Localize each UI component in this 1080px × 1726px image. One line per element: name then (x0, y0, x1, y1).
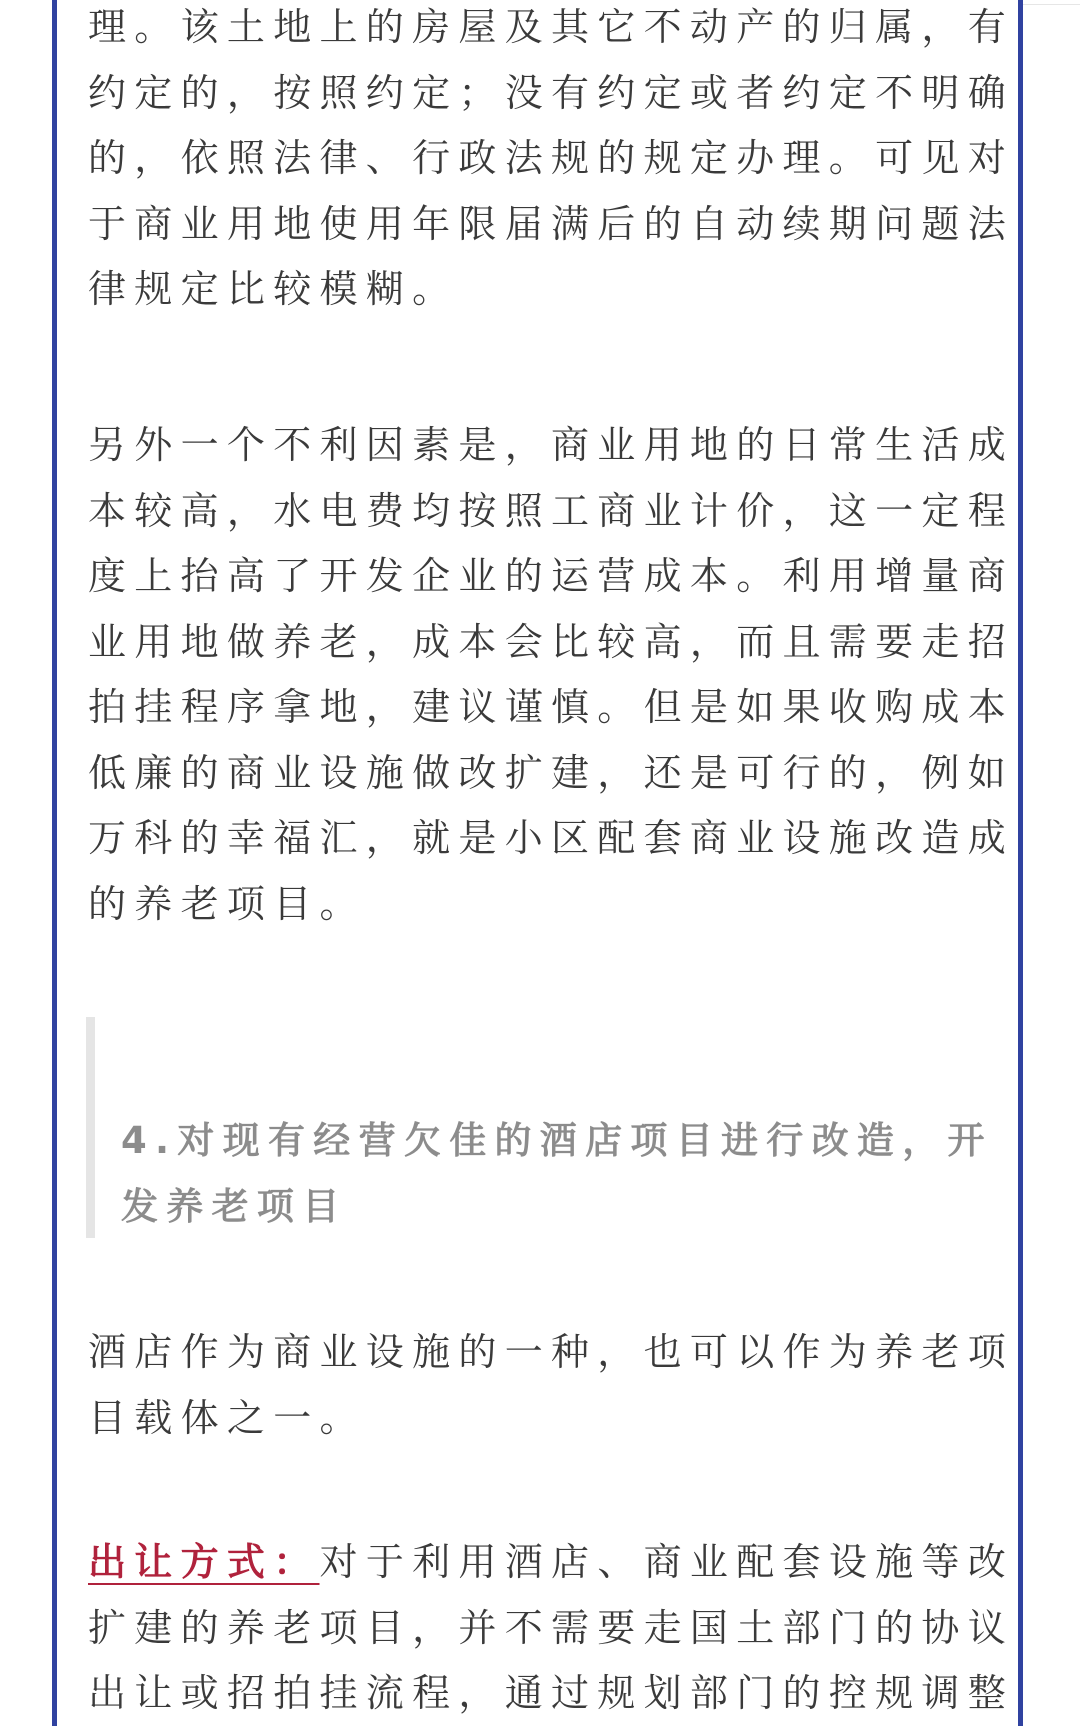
text-line: 的，依照法律、行政法规的规定办理。可见对 (88, 136, 1015, 180)
text-line: 出让或招拍挂流程，通过规划部门的控规调整 (88, 1671, 1015, 1715)
text-line: 律规定比较模糊。 (88, 267, 459, 311)
paragraph-transfer-method (88, 1530, 1015, 1726)
text-line: 理。该土地上的房屋及其它不动产的归属，有 (88, 5, 1015, 49)
paragraph-land-ownership (88, 0, 1015, 323)
text-line: 度上抬高了开发企业的运营成本。利用增量商 (88, 554, 1015, 598)
top-divider (1023, 4, 1080, 5)
text-line: 约定的，按照约定；没有约定或者约定不明确 (88, 70, 1015, 115)
paragraph-commercial-land-costs (88, 413, 1015, 937)
text-line: 万科的幸福汇，就是小区配套商业设施改造成 (88, 816, 1015, 860)
blockquote-bar (86, 1017, 95, 1238)
right-frame-border (1018, 0, 1023, 1726)
text-line: 低廉的商业设施做改扩建，还是可行的，例如 (88, 750, 1015, 795)
paragraph-hotel-carrier (88, 1320, 1015, 1451)
text-line: 扩建的养老项目，并不需要走国土部门的协议 (88, 1605, 1015, 1650)
text-line: 本较高，水电费均按照工商业计价，这一定程 (88, 488, 1015, 533)
text-line: 拍挂程序拿地，建议谨慎。但是如果收购成本 (88, 685, 1015, 729)
text-line: 于商业用地使用年限届满后的自动续期问题法 (88, 201, 1015, 246)
left-frame-border (52, 0, 57, 1726)
heading-line: 发养老项目 (121, 1185, 348, 1228)
highlight-transfer-method-label: 出让方式： (88, 1540, 320, 1584)
text-line: 的养老项目。 (88, 881, 366, 926)
section-heading-hotel-renovation (121, 1108, 993, 1240)
text-line: 目载体之一。 (88, 1395, 366, 1440)
text-line: 另外一个不利因素是，商业用地的日常生活成 (88, 423, 1015, 467)
text-line: 业用地做养老，成本会比较高，而且需要走招 (88, 619, 1015, 664)
text-line (88, 1530, 1015, 1596)
heading-line: 4.对现有经营欠佳的酒店项目进行改造，开 (121, 1119, 993, 1162)
text-fragment: 对于利用酒店、商业配套设施等改 (319, 1540, 1015, 1584)
text-line: 酒店作为商业设施的一种，也可以作为养老项 (88, 1330, 1015, 1374)
